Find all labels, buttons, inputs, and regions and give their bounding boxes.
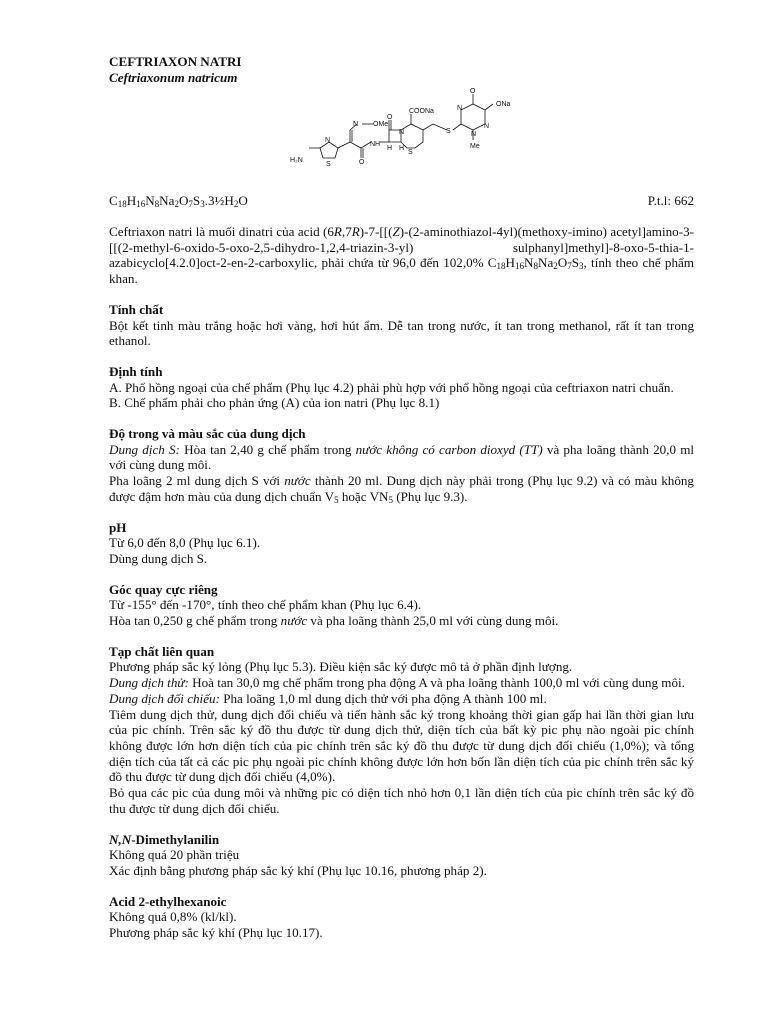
dinh-tinh-b: B. Chế phẩm phải cho phản ứng (A) của ion natri (Phụ lục 8.1) (109, 395, 440, 411)
dimethylanilin-method: Xác định bằng phương pháp sắc ký khí (Phụ lục 10.16, phương pháp 2). (109, 862, 487, 878)
dimethylanilin-limit: Không quá 20 phần triệu (109, 847, 240, 863)
struct-label-me: Me (470, 143, 480, 150)
struct-label-o-lactam: O (387, 114, 393, 121)
struct-label-ona: ONa (496, 101, 511, 108)
struct-label-h2n: H₂N (290, 157, 303, 164)
goc-quay-prep: Hòa tan 0,250 g chế phẩm trong nước và pha loãng thành 25,0 ml với cùng dung môi. (109, 613, 559, 629)
section-tinh-chat (109, 302, 694, 349)
tap-chat-ignore: Bỏ qua các pic của dung môi và những pic có diện tích nhỏ hơn 0,1 lần diện tích của pic chính trên sắc ký đồ thu được từ dung dịch đối chiếu. (109, 785, 694, 816)
heading-dimethylanilin: N,N-Dimethylanilin (109, 831, 220, 847)
heading-tap-chat: Tạp chất liên quan (109, 643, 215, 659)
molecular-weight: P.t.l: 662 (647, 193, 694, 208)
ethylhexanoic-method: Phương pháp sắc ký khí (Phụ lục 10.17). (109, 925, 323, 941)
struct-label-n-t1: N (457, 105, 463, 112)
latin-name: Ceftriaxonum natricum (109, 69, 238, 85)
struct-label-ome: OMe (373, 121, 389, 128)
ph-solution: Dùng dung dịch S. (109, 550, 208, 566)
dung-dich-thu: Dung dịch thử: Hoà tan 30,0 mg chế phẩm trong pha động A và pha loãng thành 100,0 ml với cùng dung môi. (109, 675, 685, 691)
struct-label-n-lactam: N (399, 129, 405, 136)
section-dinh-tinh (109, 364, 694, 411)
section-ethylhexanoic (109, 894, 694, 941)
section-tap-chat (109, 644, 694, 817)
tinh-chat-text: Bột kết tinh màu trắng hoặc hơi vàng, hơi hút ẩm. Dễ tan trong nước, ít tan trong methanol, rất ít tan trong ethanol. (109, 317, 694, 349)
heading-ethylhexanoic: Acid 2-ethylhexanoic (109, 893, 227, 909)
monograph-body (109, 224, 694, 941)
tap-chat-procedure: Tiêm dung dịch thử, dung dịch đối chiếu và tiến hành sắc ký trong khoảng thời gian gấp hai lần thời gian lưu của pic chính. Trên sắc ký đồ thu được từ dung dịch thử, diện tích của bất kỳ pic phụ nào ngoài pic chính không được lớn hơn diện tích của pic chính trên sắc ký đồ thu được từ dung dịch đối chiếu (1,0%); và tổng diện tích của tất cả các pic phụ ngoài pic chính không được lớn hơn bốn lần diện tích của pic chính trên sắc ký đồ thu được từ dung dịch đối chiếu (4,0%). (109, 706, 694, 785)
struct-label-n-t3: N (471, 131, 477, 138)
struct-label-h2: H (399, 145, 405, 152)
dung-dich-doi-chieu: Dung dịch đối chiếu: Pha loãng 1,0 ml dung dịch thử với pha động A thành 100 ml. (109, 690, 547, 706)
struct-label-nh: NH (370, 141, 381, 148)
struct-label-o-amide: O (359, 159, 365, 166)
heading-tinh-chat: Tính chất (109, 301, 164, 317)
struct-label-n-thiazole: N (325, 137, 331, 144)
chemical-structure (287, 86, 519, 178)
molecular-formula: $C_{18}H_{16}N_8Na_2O_7S_3.3\frac{1}{2}H_2O$ (109, 193, 248, 209)
intro-paragraph: Ceftriaxon natri là muối dinatri của acid (6R,7R)-7-[[(Z)-(2-aminothiazol-4yl)(methoxy-imino) acetyl]amino-3-[[(2-methyl-6-oxido-5-oxo-2,5-dihydro-1,2,4-triazin-3-yl) sulphanyl]methyl]-8-oxo-5-thia-1-azabicyclo[4.2.0]oct-2-en-2-carboxylic, phải chứa từ 96,0 đến 102,0% $C_{18}H_{16}N_8Na_2O_7S_3$, tính theo chế phẩm khan. (109, 224, 694, 287)
formula-row (109, 193, 694, 209)
heading-goc-quay: Góc quay cực riêng (109, 581, 218, 597)
section-do-trong (109, 426, 694, 505)
struct-label-coona: COONa (409, 108, 434, 115)
dinh-tinh-a: A. Phổ hồng ngoại của chế phẩm (Phụ lục 4.2) phải phù hợp với phổ hồng ngoại của ceftriaxon natri chuẩn. (109, 379, 674, 395)
monograph-title: CEFTRIAXON NATRI (109, 54, 242, 69)
ethylhexanoic-limit: Không quá 0,8% (kl/kl). (109, 909, 237, 925)
section-dimethylanilin (109, 832, 694, 879)
heading-dinh-tinh: Định tính (109, 363, 163, 379)
heading-do-trong: Độ trong và màu sắc của dung dịch (109, 426, 306, 442)
section-ph (109, 520, 694, 567)
goc-quay-range: Từ -155° đến -170°, tính theo chế phẩm khan (Phụ lục 6.4). (109, 597, 422, 613)
struct-label-s-thiazole: S (326, 161, 331, 168)
struct-label-h1: H (387, 145, 393, 152)
struct-label-s-ring: S (408, 149, 413, 156)
dung-dich-s: Dung dịch S: Hòa tan 2,40 g chế phẩm trong nước không có carbon dioxyd (TT) và pha loãng thành 20,0 ml với cùng dung môi. (109, 441, 695, 473)
tap-chat-method: Phương pháp sắc ký lỏng (Phụ lục 5.3). Điều kiện sắc ký được mô tả ở phần định lượng. (109, 659, 573, 675)
heading-ph: pH (109, 519, 127, 535)
do-trong-text: Pha loãng 2 ml dung dịch S với nước thành 20 ml. Dung dịch này phải trong (Phụ lục 9.2) và có màu không được đậm hơn màu của dung dịch chuẩn $V_5$ hoặc $VN_5$ (Phụ lục 9.3). (109, 473, 694, 505)
section-goc-quay (109, 582, 694, 629)
struct-label-n-t2: N (484, 123, 490, 130)
struct-label-o-triazine: O (470, 88, 476, 95)
monograph-header (109, 54, 694, 85)
struct-label-n-oxime: N (353, 121, 359, 128)
struct-label-s-link: S (446, 128, 451, 135)
ph-range: Từ 6,0 đến 8,0 (Phụ lục 6.1). (109, 535, 261, 551)
